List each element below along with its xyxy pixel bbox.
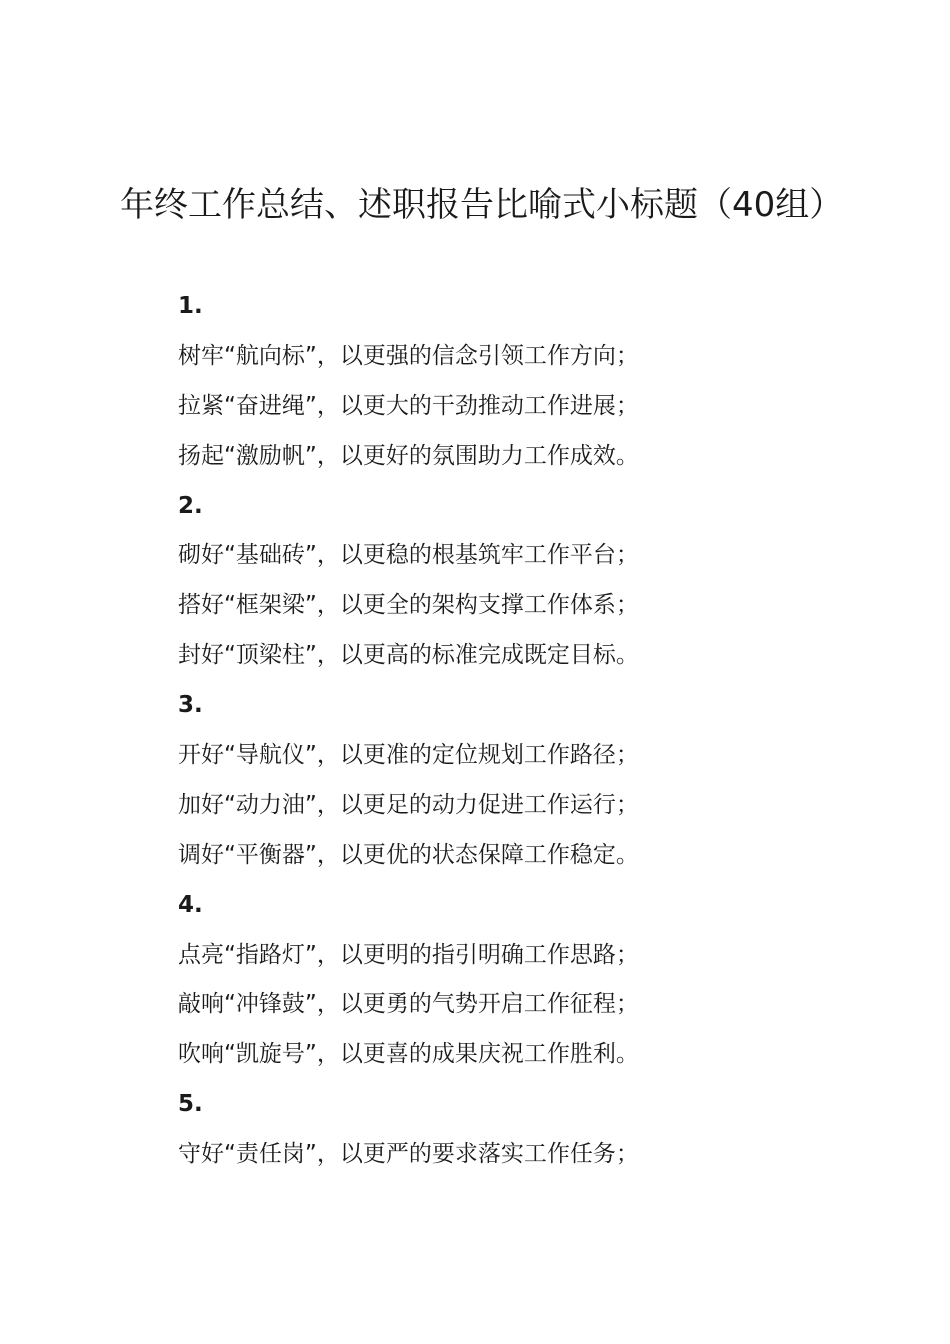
text-line: 拉紧“奋进绳”，以更大的干劲推动工作进展；	[178, 392, 639, 419]
document-title: 年终工作总结、述职报告比喻式小标题（40组）	[120, 185, 844, 225]
text-line: 封好“顶梁柱”，以更高的标准完成既定目标。	[178, 642, 639, 669]
text-line: 加好“动力油”，以更足的动力促进工作运行；	[178, 791, 639, 818]
text-line: 树牢“航向标”，以更强的信念引领工作方向；	[178, 342, 639, 369]
text-line: 敲响“冲锋鼓”，以更勇的气势开启工作征程；	[178, 991, 639, 1018]
group-number: 2.	[178, 492, 203, 519]
document-body	[178, 282, 818, 1180]
group-number: 4.	[178, 891, 203, 918]
text-line: 搭好“框架梁”，以更全的架构支撑工作体系；	[178, 592, 639, 619]
group-number: 3.	[178, 692, 203, 719]
text-line: 扬起“激励帆”，以更好的氛围助力工作成效。	[178, 442, 639, 469]
text-line: 砌好“基础砖”，以更稳的根基筑牢工作平台；	[178, 542, 639, 569]
text-line: 吹响“凯旋号”，以更喜的成果庆祝工作胜利。	[178, 1041, 639, 1068]
text-line: 开好“导航仪”，以更准的定位规划工作路径；	[178, 742, 639, 769]
group-number: 5.	[178, 1091, 203, 1118]
text-line: 点亮“指路灯”，以更明的指引明确工作思路；	[178, 941, 639, 968]
text-line: 调好“平衡器”，以更优的状态保障工作稳定。	[178, 841, 639, 868]
text-line: 守好“责任岗”，以更严的要求落实工作任务；	[178, 1141, 639, 1168]
group-number: 1.	[178, 293, 203, 319]
